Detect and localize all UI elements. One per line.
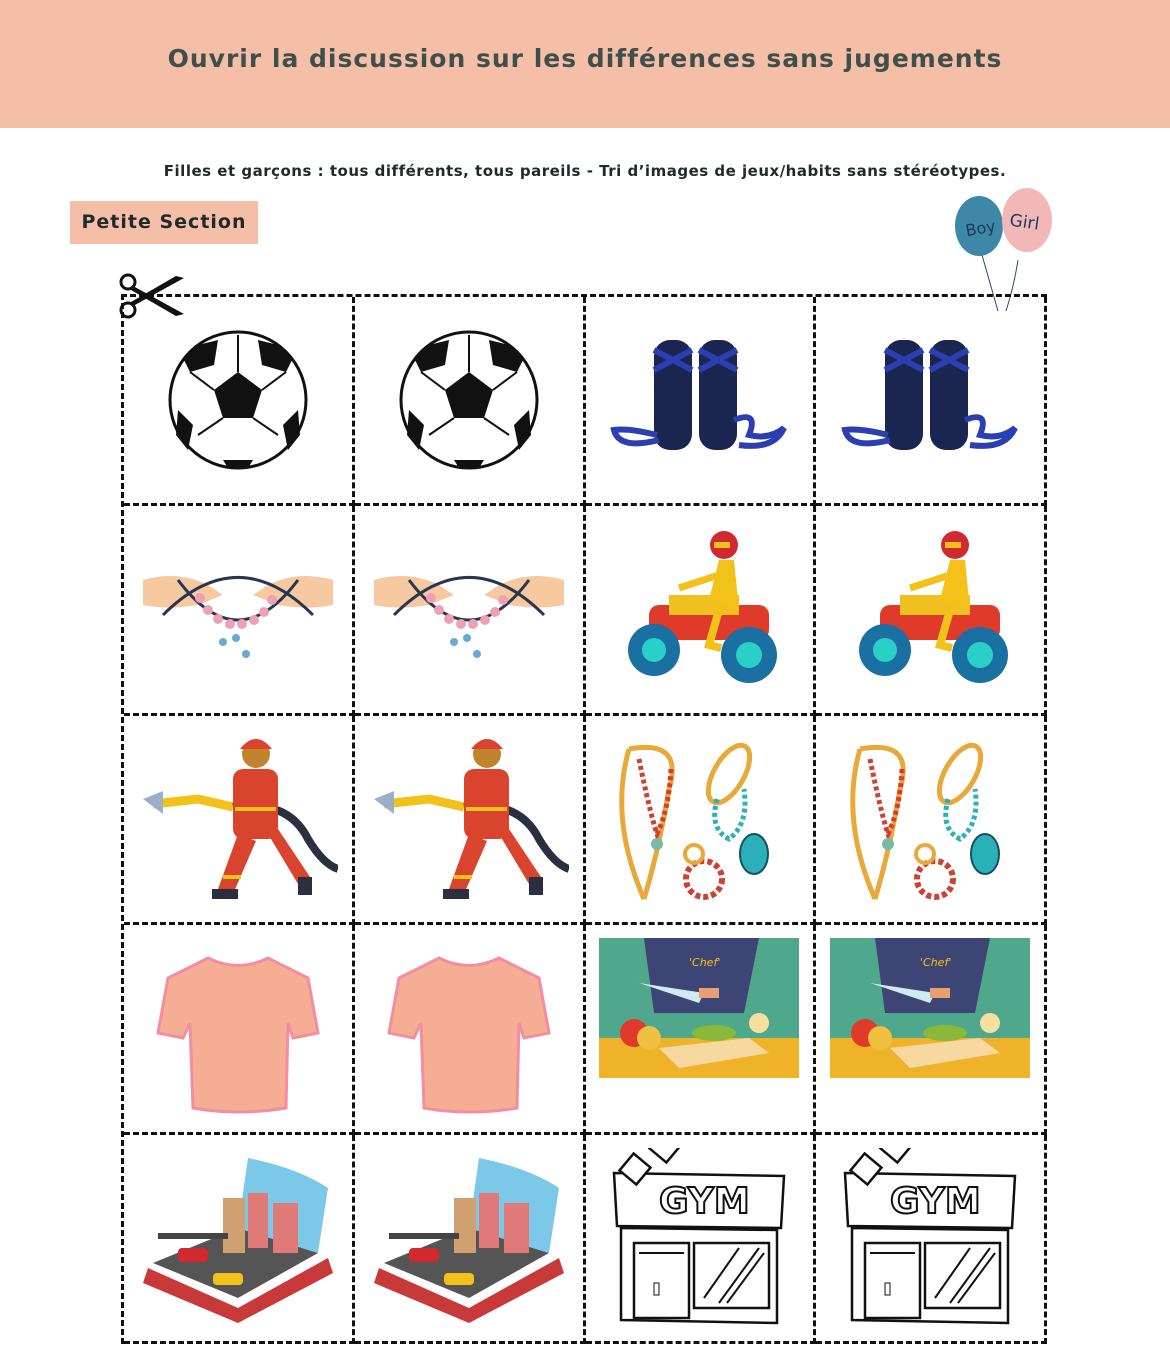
card-chef[interactable] (816, 925, 1047, 1134)
gym-label: GYM (890, 1180, 981, 1222)
chef-icon (599, 938, 799, 1118)
jewelry-icon (599, 729, 799, 909)
card-soccer-ball[interactable] (355, 297, 586, 506)
soccer-ball-icon (138, 310, 338, 490)
pink-tshirt-icon (369, 938, 569, 1118)
card-popup-book[interactable] (124, 1135, 355, 1344)
card-bracelet-making[interactable] (355, 506, 586, 715)
card-firefighter[interactable] (355, 716, 586, 925)
popup-book-icon (138, 1148, 338, 1328)
section-label: Petite Section (70, 201, 258, 244)
firefighter-icon (369, 729, 569, 909)
jewelry-icon (830, 729, 1030, 909)
cut-out-card-grid (121, 294, 1047, 1344)
quad-bike-icon (599, 520, 799, 700)
chef-label: 'Chef' (689, 956, 721, 970)
card-jewelry[interactable] (586, 716, 817, 925)
subtitle: Filles et garçons : tous différents, tous pareils - Tri d’images de jeux/habits sans stéréotypes. (163, 162, 1007, 180)
chef-icon (830, 938, 1030, 1118)
card-soccer-ball[interactable] (124, 297, 355, 506)
pink-tshirt-icon (138, 938, 338, 1118)
card-firefighter[interactable] (124, 716, 355, 925)
header-banner (0, 0, 1170, 128)
quad-bike-icon (830, 520, 1030, 700)
card-chef[interactable] (586, 925, 817, 1134)
card-jewelry[interactable] (816, 716, 1047, 925)
ballet-shoes-icon (830, 310, 1030, 490)
soccer-ball-icon (369, 310, 569, 490)
card-ballet-shoes[interactable] (586, 297, 817, 506)
ballet-shoes-icon (599, 310, 799, 490)
card-gym[interactable] (586, 1135, 817, 1344)
balloon-boy-label: Boy (963, 216, 998, 241)
card-ballet-shoes[interactable] (816, 297, 1047, 506)
firefighter-icon (138, 729, 338, 909)
card-bracelet-making[interactable] (124, 506, 355, 715)
card-popup-book[interactable] (355, 1135, 586, 1344)
page-title: Ouvrir la discussion sur les différences sans jugements (167, 44, 1003, 73)
gym-icon (830, 1148, 1030, 1328)
gym-icon (599, 1148, 799, 1328)
card-gym[interactable] (816, 1135, 1047, 1344)
bracelet-making-icon (138, 520, 338, 700)
card-quad-bike[interactable] (586, 506, 817, 715)
card-pink-tshirt[interactable] (124, 925, 355, 1134)
bracelet-making-icon (369, 520, 569, 700)
card-pink-tshirt[interactable] (355, 925, 586, 1134)
balloon-girl-label: Girl (1008, 210, 1041, 235)
gym-label: GYM (659, 1180, 751, 1222)
popup-book-icon (369, 1148, 569, 1328)
chef-label: 'Chef' (920, 956, 952, 970)
card-quad-bike[interactable] (816, 506, 1047, 715)
